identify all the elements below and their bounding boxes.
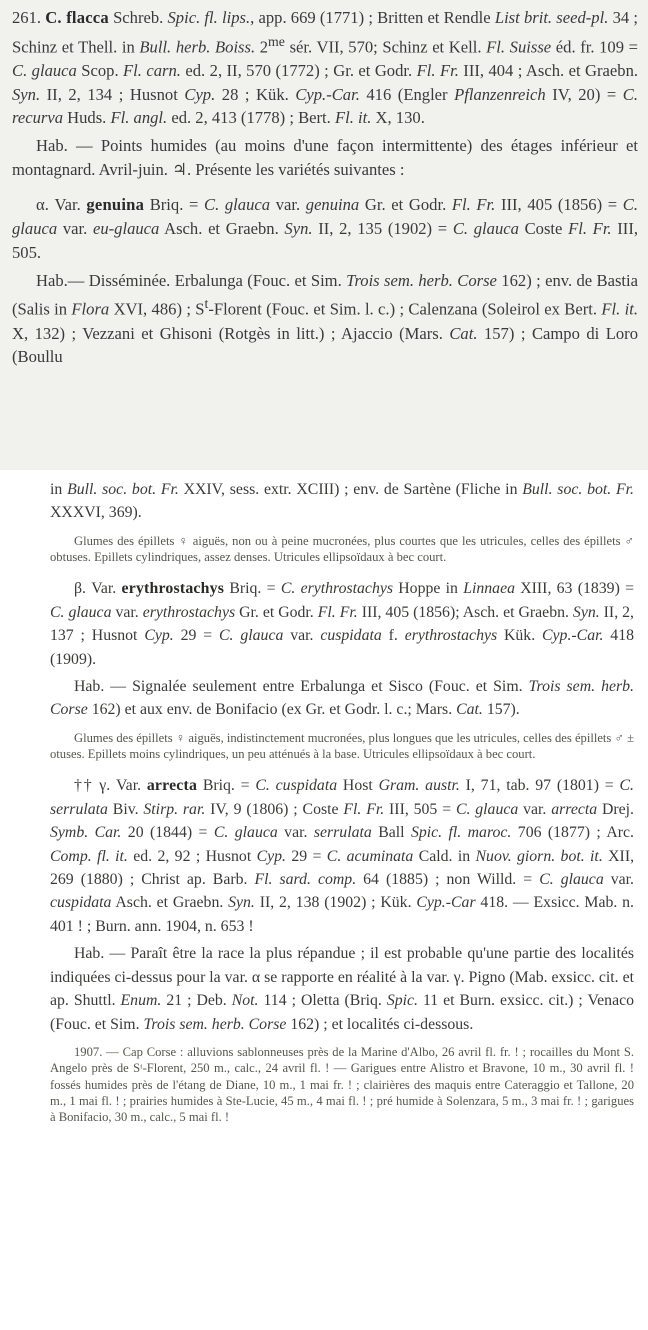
text-run: XXXVI, 369). <box>50 504 142 522</box>
text-run: 29 = <box>286 847 327 865</box>
text-run: Cyp. <box>256 847 286 865</box>
text-run: genuina <box>86 195 145 215</box>
text-run: Spic. fl. maroc. <box>410 824 512 842</box>
text-run: 261. <box>12 8 46 27</box>
text-run: Trois sem. herb. Corse <box>143 1015 287 1033</box>
text-run: Syn. <box>284 219 313 239</box>
text-run: Pflanzenreich <box>454 84 546 104</box>
text-run: C. glauca <box>50 603 112 621</box>
text-run: Fl. it. <box>601 299 638 319</box>
text-run: 64 (1885) ; non Willd. = <box>356 871 540 889</box>
text-run: Fl. it. <box>334 108 372 128</box>
text-run: Fl. sard. comp. <box>254 871 357 889</box>
variety-alpha-habitat-continued <box>50 478 634 525</box>
variety-alpha-habitat <box>12 269 638 369</box>
text-run: sér. VII, 570; Schinz et Kell. <box>284 37 487 57</box>
text-run: Cyp. <box>144 627 174 645</box>
habitat-intro: Hab. — Points humides (au moins d'une façon intermittente) des étages inférieur et montagnard. Avril-juin. ♃. Présente les variétés suivantes : <box>12 136 638 179</box>
text-run: C. glauca <box>12 195 638 239</box>
text-run: XIII, 63 (1839) = <box>514 580 635 598</box>
text-run: Fl. carn. <box>123 60 181 80</box>
text-run: var. <box>283 627 321 645</box>
text-run: ed. 2, II, 570 (1772) ; Gr. et Godr. <box>180 60 417 80</box>
text-run: Cyp. <box>184 84 216 104</box>
text-run: 162) ; et localités ci-dessous. <box>286 1015 474 1033</box>
text-run: Symb. Car. <box>50 824 122 842</box>
text-run: XVI, 486) ; S <box>109 299 205 319</box>
text-run: C. serrulata <box>50 777 634 818</box>
text-run: ed. 2, 413 (1778) ; Bert. <box>167 108 335 128</box>
text-run: C. recurva <box>12 84 639 128</box>
text-run: Coste <box>518 219 569 239</box>
text-run: C. glauca <box>455 800 519 818</box>
text-run: IV, 20) = <box>545 84 623 104</box>
text-run: Spic. fl. lips. <box>167 8 251 27</box>
text-run: me <box>268 33 285 49</box>
text-run: f. <box>381 627 405 645</box>
text-run: Nuov. giorn. bot. it. <box>475 847 603 865</box>
text-run: -Florent (Fouc. et Sim. l. c.) ; Calenzana (Soleirol ex Bert. <box>208 299 602 319</box>
text-run: erythrostachys <box>142 603 236 621</box>
text-run: 157) ; Campo di Loro (Boullu <box>12 323 638 367</box>
text-run: serrulata <box>313 824 372 842</box>
text-run: II, 2, 135 (1902) = <box>312 219 453 239</box>
variety-gamma-habitat <box>50 942 634 1036</box>
text-run: Gr. et Godr. <box>235 603 318 621</box>
text-run: Briq. = <box>144 195 205 215</box>
text-run: Enum. <box>120 992 162 1010</box>
text-run: 418. — Exsicc. Mab. n. 401 ! ; Burn. ann. 1904, n. 653 ! <box>50 894 634 935</box>
text-run: Trois sem. herb. Corse <box>346 270 497 290</box>
text-run: Gram. austr. <box>378 777 460 795</box>
text-run: Cat. <box>456 701 483 719</box>
text-run: var. <box>277 824 314 842</box>
text-run: Syn. <box>12 84 41 104</box>
text-run: var. <box>57 219 93 239</box>
text-run: Syn. <box>572 603 600 621</box>
text-run: II, 2, 137 ; Husnot <box>50 603 634 645</box>
variety-beta-habitat <box>50 675 634 722</box>
text-run: C. glauca <box>539 871 604 889</box>
text-run: List brit. seed-pl. <box>494 8 609 27</box>
text-run: var. <box>111 603 143 621</box>
text-run: Stirp. rar. <box>143 800 206 818</box>
species-entry <box>12 6 638 130</box>
text-run: Trois sem. herb. Corse <box>50 678 634 719</box>
text-run: C. flacca <box>45 8 109 27</box>
upper-page-section <box>0 0 648 470</box>
text-run: Hab. — Paraît être la race la plus répandue ; il est probable qu'une partie des localités indiquées ci-dessus pour la var. α se rapporte en réalité à la var. γ. Pigno (Mab. exsicc. cit. et ap. Shuttl. <box>50 945 634 1010</box>
text-run: 162) et aux env. de Bonifacio (ex Gr. et Godr. l. c.; Mars. <box>87 701 457 719</box>
text-run: Cyp.-Car. <box>295 84 360 104</box>
text-run: XII, 269 (1880) ; Christ ap. Barb. <box>50 847 635 889</box>
text-run: Asch. et Graebn. <box>111 894 229 912</box>
text-run: Cald. in <box>413 847 476 865</box>
text-run: C. glauca <box>219 627 284 645</box>
text-run: Asch. et Graebn. <box>159 219 285 239</box>
text-run: III, 405 (1856); Asch. et Graebn. <box>357 603 573 621</box>
text-run: XXIV, sess. extr. XCIII) ; env. de Sartène (Fliche in <box>178 481 523 498</box>
text-run: erythrostachys <box>121 580 225 598</box>
text-run: 20 (1844) = <box>121 824 214 842</box>
text-run: α. Var. <box>36 195 87 215</box>
text-run: C. erythrostachys <box>280 580 393 598</box>
text-run: C. glauca <box>204 195 271 215</box>
text-run: Biv. <box>107 800 144 818</box>
text-run: in <box>50 481 68 498</box>
text-run: Fl. Suisse <box>486 37 552 57</box>
text-run: I, 71, tab. 97 (1801) = <box>459 777 620 795</box>
text-run: Briq. = <box>197 777 256 795</box>
text-run: Hab.— Disséminée. Erbalunga (Fouc. et Sim. <box>36 270 347 290</box>
text-run: C. acuminata <box>326 847 414 865</box>
text-run: X, 130. <box>371 108 425 128</box>
text-run: cuspidata <box>50 894 112 912</box>
text-run: var. <box>603 871 635 889</box>
variety-beta-heading <box>50 577 634 671</box>
text-run: 114 ; Oletta (Briq. <box>258 992 387 1010</box>
text-run: C. cuspidata <box>255 777 338 795</box>
text-run: 11 et Burn. exsicc. cit.) ; Venaco (Fouc. et Sim. <box>50 992 635 1033</box>
text-run: III, 505 = <box>384 800 456 818</box>
variety-gamma-localities: 1907. — Cap Corse : alluvions sablonneuses près de la Marine d'Albo, 26 avril fl. fr. ! ; rocailles du Mont S. Angelo près de Sᵗ-Florent, 250 m., calc., 24 avril fl. ! — Garigues entre Alistro et Bravone, 10 m., 30 avril fl. ! fossés humides près de l'étang de Diane, 10 m., 1 mai fr. ! ; clairières des maquis entre Cateraggio et Tallone, 20 m., 1 mai fl. ! ; prairies humides à Ste-Lucie, 45 m., 4 mai fl. ! ; pré humide à Solenzara, 5 m., 3 mai fr. ! ; garigues à Bonifacio, 30 m., calc., 5 mai fl. ! <box>50 1044 634 1125</box>
text-run: 2 <box>255 37 269 57</box>
text-run: cuspidata <box>320 627 382 645</box>
text-run: Cyp.-Car. <box>542 627 604 645</box>
text-run: Cyp.-Car <box>416 894 476 912</box>
text-run: Linnaea <box>463 580 515 598</box>
text-run: Ball <box>371 824 411 842</box>
text-run: erythrostachys <box>404 627 498 645</box>
text-run: Flora <box>71 299 110 319</box>
text-run: arrecta <box>146 777 198 795</box>
text-run: Fl. Fr. <box>343 800 385 818</box>
text-run: C. glauca <box>213 824 278 842</box>
text-run: 157). <box>482 701 520 719</box>
text-run: Hoppe in <box>393 580 464 598</box>
text-run: arrecta <box>551 800 598 818</box>
text-run: Bull. soc. bot. Fr. <box>67 481 179 498</box>
text-run: Fl. Fr. <box>568 219 612 239</box>
variety-alpha-heading <box>12 193 638 264</box>
text-run: Drej. <box>597 800 635 818</box>
text-run: Fl. Fr. <box>317 603 358 621</box>
text-run: , app. 669 (1771) ; Britten et Rendle <box>250 8 495 27</box>
text-run: 34 ; Schinz et Thell. in <box>12 8 638 57</box>
text-run: 706 (1877) ; Arc. <box>511 824 634 842</box>
text-run: 28 ; Kük. <box>215 84 296 104</box>
text-run: Comp. fl. it. <box>50 847 128 865</box>
text-run: III, 405 (1856) = <box>495 195 623 215</box>
text-run: 416 (Engler <box>359 84 455 104</box>
text-run: IV, 9 (1806) ; Coste <box>205 800 344 818</box>
text-run: III, 505. <box>12 219 639 262</box>
text-run: 21 ; Deb. <box>161 992 232 1010</box>
text-run: Gr. et Godr. <box>359 195 452 215</box>
lower-page-section <box>0 470 648 1330</box>
text-run: Bull. herb. Boiss. <box>139 37 256 57</box>
text-run: III, 404 ; Asch. et Graebn. <box>458 60 639 80</box>
text-run: C. glauca <box>12 60 77 80</box>
text-run: II, 2, 138 (1902) ; Kük. <box>254 894 417 912</box>
text-run: Bull. soc. bot. Fr. <box>522 481 634 498</box>
text-run: Host <box>337 777 379 795</box>
text-run: Spic. <box>386 992 418 1010</box>
text-run: Not. <box>231 992 259 1010</box>
variety-beta-description: Glumes des épillets ♀ aiguës, indistinctement mucronées, plus longues que les utricules, celles des épillets ♂ ± otuses. Epillets moins cylindriques, un peu atténués à la base. Utricules ellipsoïdaux à bec court. <box>50 730 634 762</box>
text-run: C. glauca <box>452 219 519 239</box>
text-run: var. <box>270 195 306 215</box>
text-run: éd. fr. 109 = <box>551 37 638 57</box>
text-run: Hab. — Signalée seulement entre Erbalunga et Sisco (Fouc. et Sim. <box>74 678 529 696</box>
text-run: 162) ; env. de Bastia (Salis in <box>12 270 638 319</box>
text-run: X, 132) ; Vezzani et Ghisoni (Rotgès in litt.) ; Ajaccio (Mars. <box>12 323 450 343</box>
text-run: Fl. Fr. <box>416 60 459 80</box>
text-run: Cat. <box>449 323 478 343</box>
variety-gamma-heading <box>50 774 634 938</box>
text-run: Syn. <box>228 894 255 912</box>
text-run: II, 2, 134 ; Husnot <box>40 84 185 104</box>
variety-alpha-description: Glumes des épillets ♀ aiguës, non ou à peine mucronées, plus courtes que les utricules, celles des épillets ♂ obtuses. Epillets cylindriques, assez denses. Utricules ellipsoïdaux à bec court. <box>50 533 634 565</box>
text-run: t <box>204 296 209 312</box>
text-run: var. <box>518 800 552 818</box>
text-run: Fl. Fr. <box>451 195 496 215</box>
text-run: Schreb. <box>108 8 168 27</box>
text-run: ed. 2, 92 ; Husnot <box>127 847 257 865</box>
text-run: genuina <box>305 195 360 215</box>
text-run: Scop. <box>76 60 124 80</box>
text-run: Briq. = <box>224 580 281 598</box>
text-run: β. Var. <box>74 580 122 598</box>
text-run: Huds. <box>63 108 111 128</box>
text-run: †† γ. Var. <box>74 777 147 795</box>
text-run: 29 = <box>173 627 220 645</box>
text-run: Kük. <box>497 627 542 645</box>
text-run: 418 (1909). <box>50 627 634 668</box>
text-run: Fl. angl. <box>110 108 168 128</box>
text-run: eu-glauca <box>92 219 160 239</box>
